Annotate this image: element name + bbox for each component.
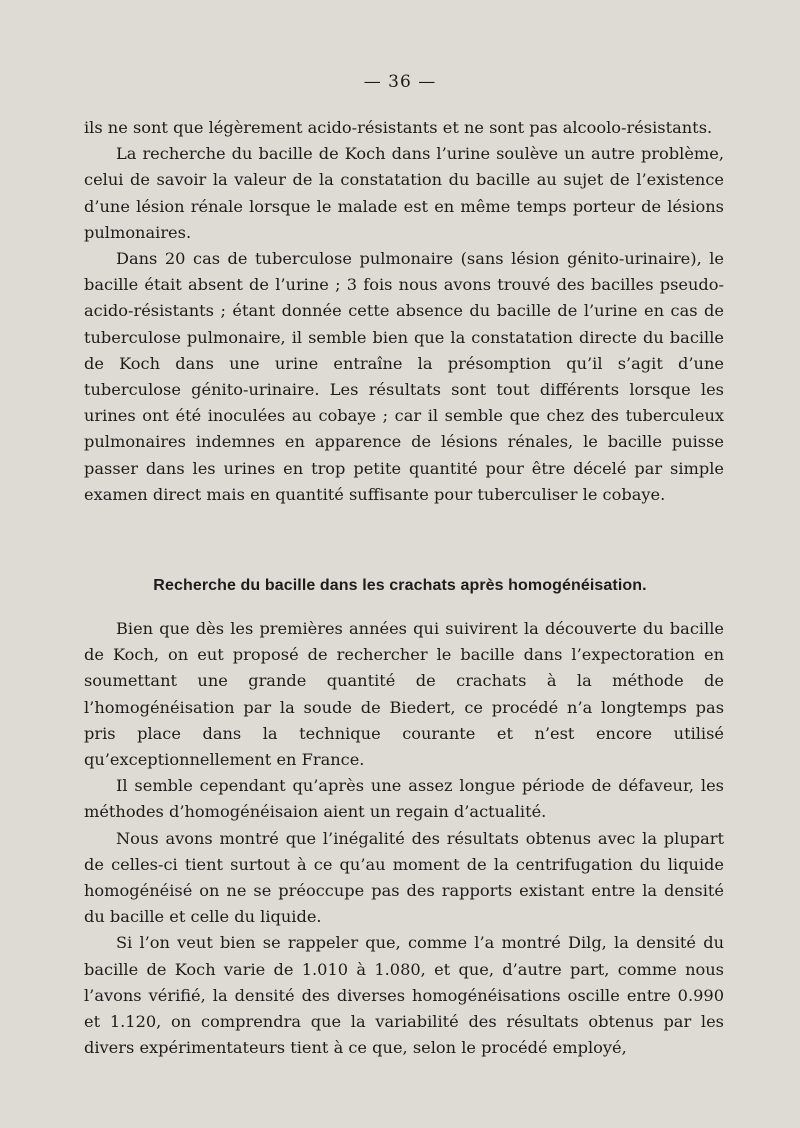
page-number: — 36 — (363, 72, 437, 92)
section-heading: Recherche du bacille dans les crachats après homogénéisation. (153, 577, 647, 594)
paragraph: Nous avons montré que l’inégalité des résultats obtenus avec la plupart de celles-ci tient surtout à ce qu’au moment de la centrifugation du liquide homogénéisé on ne se préoccupe pas des rapports existant entre la densité du bacille et celle du liquide. (84, 828, 724, 927)
body-text-bottom (84, 616, 724, 1061)
body-text-top (84, 115, 724, 508)
paragraph: Il semble cependant qu’après une assez longue période de défaveur, les méthodes d’homogénéisaion aient un regain d’actualité. (84, 776, 724, 822)
paragraph: La recherche du bacille de Koch dans l’urine soulève un autre problème, celui de savoir la valeur de la constatation du bacille au sujet de l’existence d’une lésion rénale lorsque le malade est en même temps porteur de lésions pulmonaires. (84, 144, 724, 242)
paragraph: Dans 20 cas de tuberculose pulmonaire (sans lésion génito-urinaire), le bacille était absent de l’urine ; 3 fois nous avons trouvé des bacilles pseudo-acido-résistants ; étant donnée cette absence du bacille de l’urine en cas de tuberculose pulmonaire, il semble bien que la constatation directe du bacille de Koch dans une urine entraîne la présomption qu’il s’agit d’une tuberculose génito-urinaire. Les résultats sont tout différents lorsque les urines ont été inoculées au cobaye ; car il semble que chez des tuberculeux pulmonaires indemnes en apparence de lésions rénales, le bacille puisse passer dans les urines en trop petite quantité pour être décelé par simple examen direct mais en quantité suffisante pour tuberculiser le cobaye. (84, 249, 724, 504)
paragraph: ils ne sont que légèrement acido-résistants et ne sont pas alcoolo-résistants. (84, 118, 713, 137)
paragraph: Bien que dès les premières années qui suivirent la découverte du bacille de Koch, on eut proposé de rechercher le bacille dans l’expectoration en soumettant une grande quantité de crachats à la méthode de l’homogénéisation par la soude de Biedert, ce procédé n’a longtemps pas pris place dans la technique courante et n’est encore utilisé qu’exceptionnellement en France. (84, 619, 724, 770)
paragraph: Si l’on veut bien se rappeler que, comme l’a montré Dilg, la densité du bacille de Koch varie de 1.010 à 1.080, et que, d’autre part, comme nous l’avons vérifié, la densité des diverses homogénéisations oscille entre 0.990 et 1.120, on comprendra que la variabilité des résultats obtenus par les divers expérimentateurs tient à ce que, selon le procédé employé, (84, 933, 724, 1058)
